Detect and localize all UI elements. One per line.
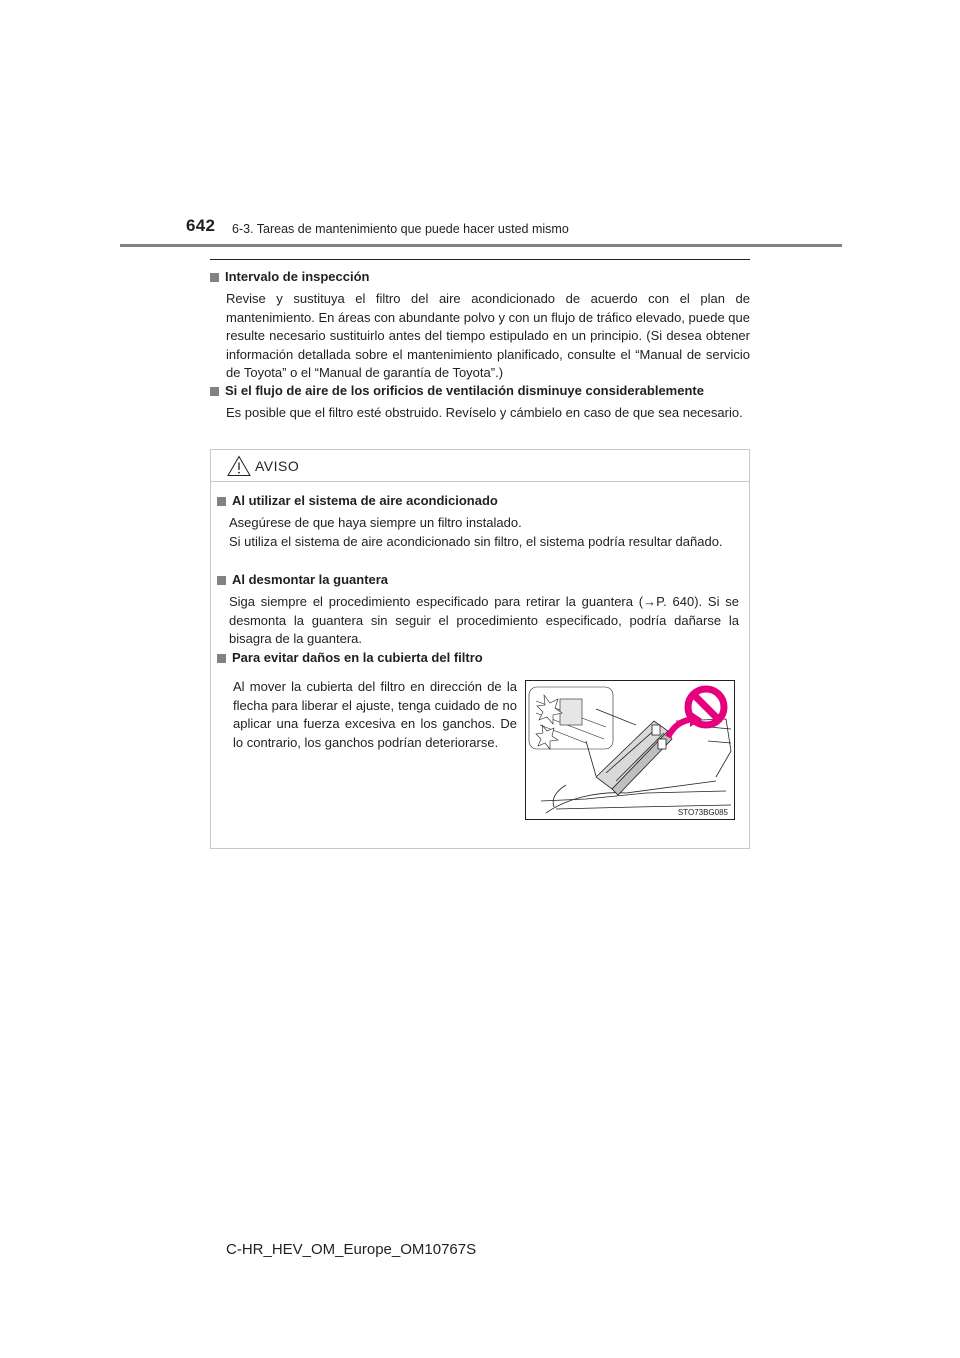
section-heading: Si el flujo de aire de los orificios de ventilación disminuye considerablemente [225,383,704,398]
square-bullet-icon [217,497,226,506]
section-body: Revise y sustituya el filtro del aire acondicionado de acuerdo con el plan de mantenimiento. En áreas con abundante polvo y con un flujo de tráfico elevado, puede que resulte necesario sustituirlo antes del tiempo estipulado en un principio. (Si desea obtener información detallada sobre el mantenimiento planificado, consulte el “Manual de servicio de Toyota” o el “Manual de garantía de Toyota”.) [226,291,750,381]
warning-item-glovebox [217,571,739,649]
warning-body: Al mover la cubierta del filtro en dirección de la flecha para liberar el ajuste, tenga cuidado de no aplicar una fuerza excesiva en los ganchos. De lo contrario, los ganchos podrían deteriorarse. [233,679,517,750]
filter-cover-illustration-art [526,681,734,819]
warning-label: AVISO [255,457,300,474]
warning-heading: Para evitar daños en la cubierta del filtro [232,650,483,665]
content-divider [210,259,750,260]
inspection-interval-section [210,268,750,383]
warning-line: Asegúrese de que haya siempre un filtro instalado. [229,515,522,530]
warning-line: Si utiliza el sistema de aire acondicionado sin filtro, el sistema podría resultar dañado. [229,533,723,549]
section-body: Es posible que el filtro esté obstruido. Revíselo y cámbielo en caso de que sea necesario. [226,405,743,420]
warning-heading: Al utilizar el sistema de aire acondicionado [232,493,498,508]
section-heading: Intervalo de inspección [225,269,370,284]
header-divider [120,244,842,247]
warning-triangle-icon [227,455,251,477]
square-bullet-icon [217,654,226,663]
square-bullet-icon [210,273,219,282]
warning-body: Siga siempre el procedimiento especificado para retirar la guantera (→P. 640). Si se desmonta la guantera sin seguir el procedimiento especificado, podría dañarse la bisagra de la guantera. [229,594,739,647]
section-title: 6-3. Tareas de mantenimiento que puede hacer usted mismo [232,222,569,236]
filter-cover-illustration [525,680,735,820]
warning-heading: Al desmontar la guantera [232,572,389,587]
warning-item-filter-cover [217,649,739,667]
warning-item-ac [217,492,739,551]
square-bullet-icon [210,387,219,396]
square-bullet-icon [217,576,226,585]
document-id: C-HR_HEV_OM_Europe_OM10767S [226,1241,477,1258]
page-number: 642 [186,216,216,235]
figure-code: STO73BG085 [677,808,728,817]
airflow-section [210,382,750,423]
warning-box [210,449,750,849]
warning-header [211,450,749,482]
